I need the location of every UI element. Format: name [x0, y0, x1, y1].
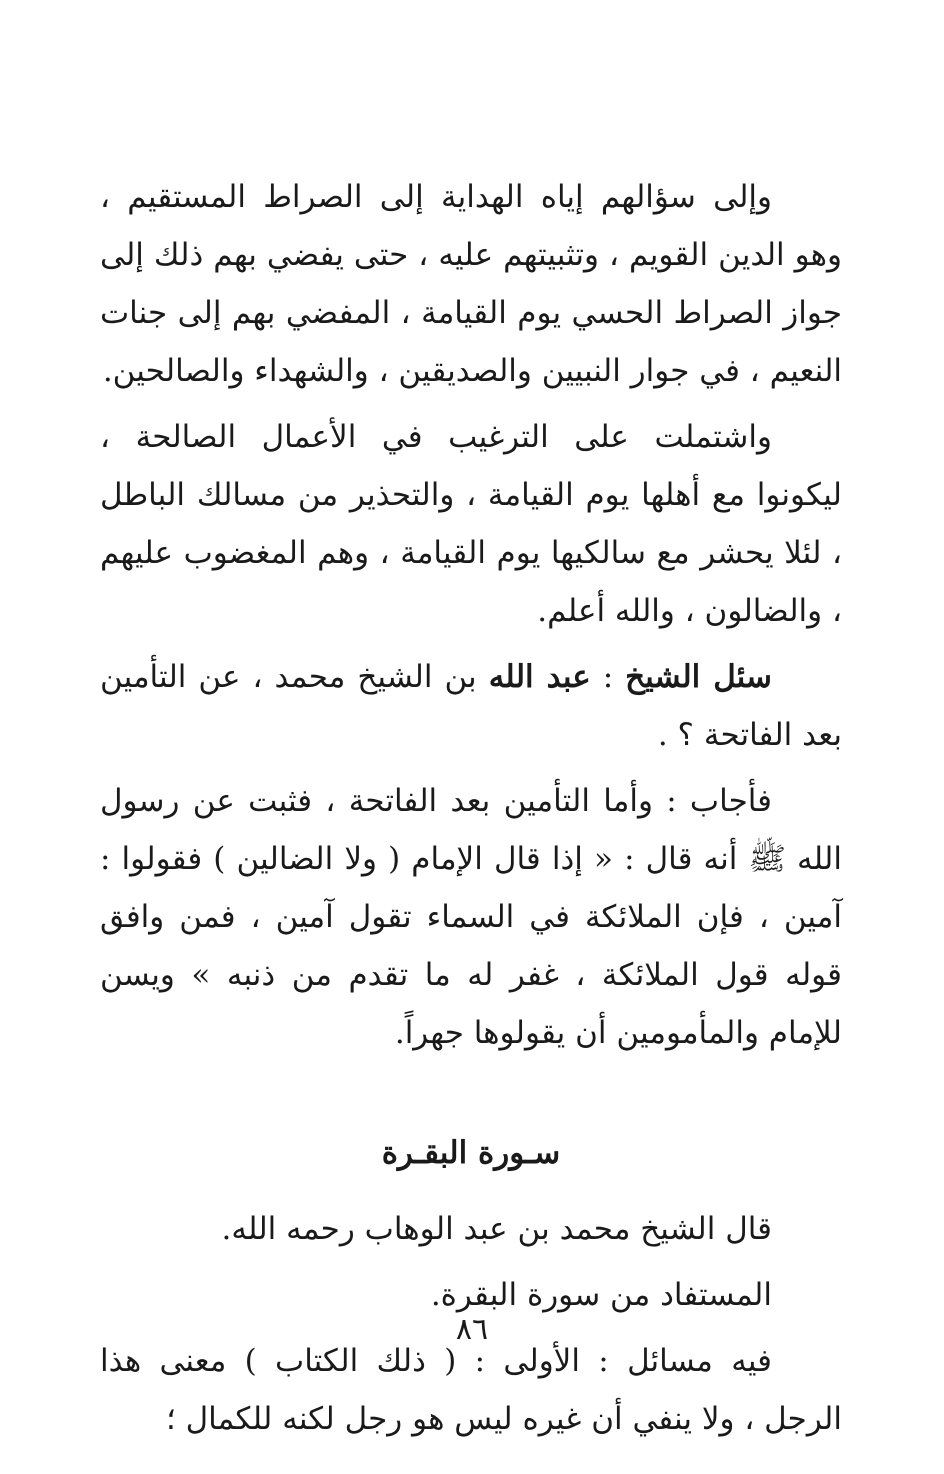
question-label: سئل الشيخ: [625, 659, 773, 695]
question-text: بن الشيخ محمد ، عن التأمين بعد الفاتحة ؟ .: [100, 659, 842, 753]
paragraph-6: المستفاد من سورة البقرة.: [430, 1277, 772, 1313]
page-number: ٨٦: [455, 1312, 489, 1347]
question-separator: :: [590, 659, 626, 695]
page-body: [100, 168, 842, 1448]
questioner-name: عبد الله: [488, 659, 591, 695]
paragraph-5: قال الشيخ محمد بن عبد الوهاب رحمه الله.: [221, 1211, 772, 1247]
paragraph-1: وإلى سؤالهم إياه الهداية إلى الصراط المستقيم ، وهو الدين القويم ، وتثبيتهم عليه ، حتى يفضي بهم ذلك إلى جواز الصراط الحسي يوم القيامة ، المفضي بهم إلى جنات النعيم ، في جوار النبيين والصديقين ، والشهداء والصالحين.: [100, 179, 842, 389]
section-heading: سـورة البقـرة: [381, 1135, 561, 1171]
paragraph-answer: فأجاب : وأما التأمين بعد الفاتحة ، فثبت عن رسول الله ﷺ أنه قال : « إذا قال الإمام ( ولا الضالين ) فقولوا : آمين ، فإن الملائكة في السماء تقول آمين ، فمن وافق قوله قول الملائكة ، غفر له ما تقدم من ذنبه » ويسن للإمام والمأمومين أن يقولوها جهراً.: [100, 783, 842, 1051]
paragraph-7: فيه مسائل : الأولى : ( ذلك الكتاب ) معنى هذا الرجل ، ولا ينفي أن غيره ليس هو رجل لكنه للكمال ؛: [100, 1343, 842, 1437]
paragraph-2: واشتملت على الترغيب في الأعمال الصالحة ، ليكونوا مع أهلها يوم القيامة ، والتحذير من مسالك الباطل ، لئلا يحشر مع سالكيها يوم القيامة ، وهم المغضوب عليهم ، والضالون ، والله أعلم.: [100, 419, 842, 629]
paragraph-question: [100, 648, 842, 764]
